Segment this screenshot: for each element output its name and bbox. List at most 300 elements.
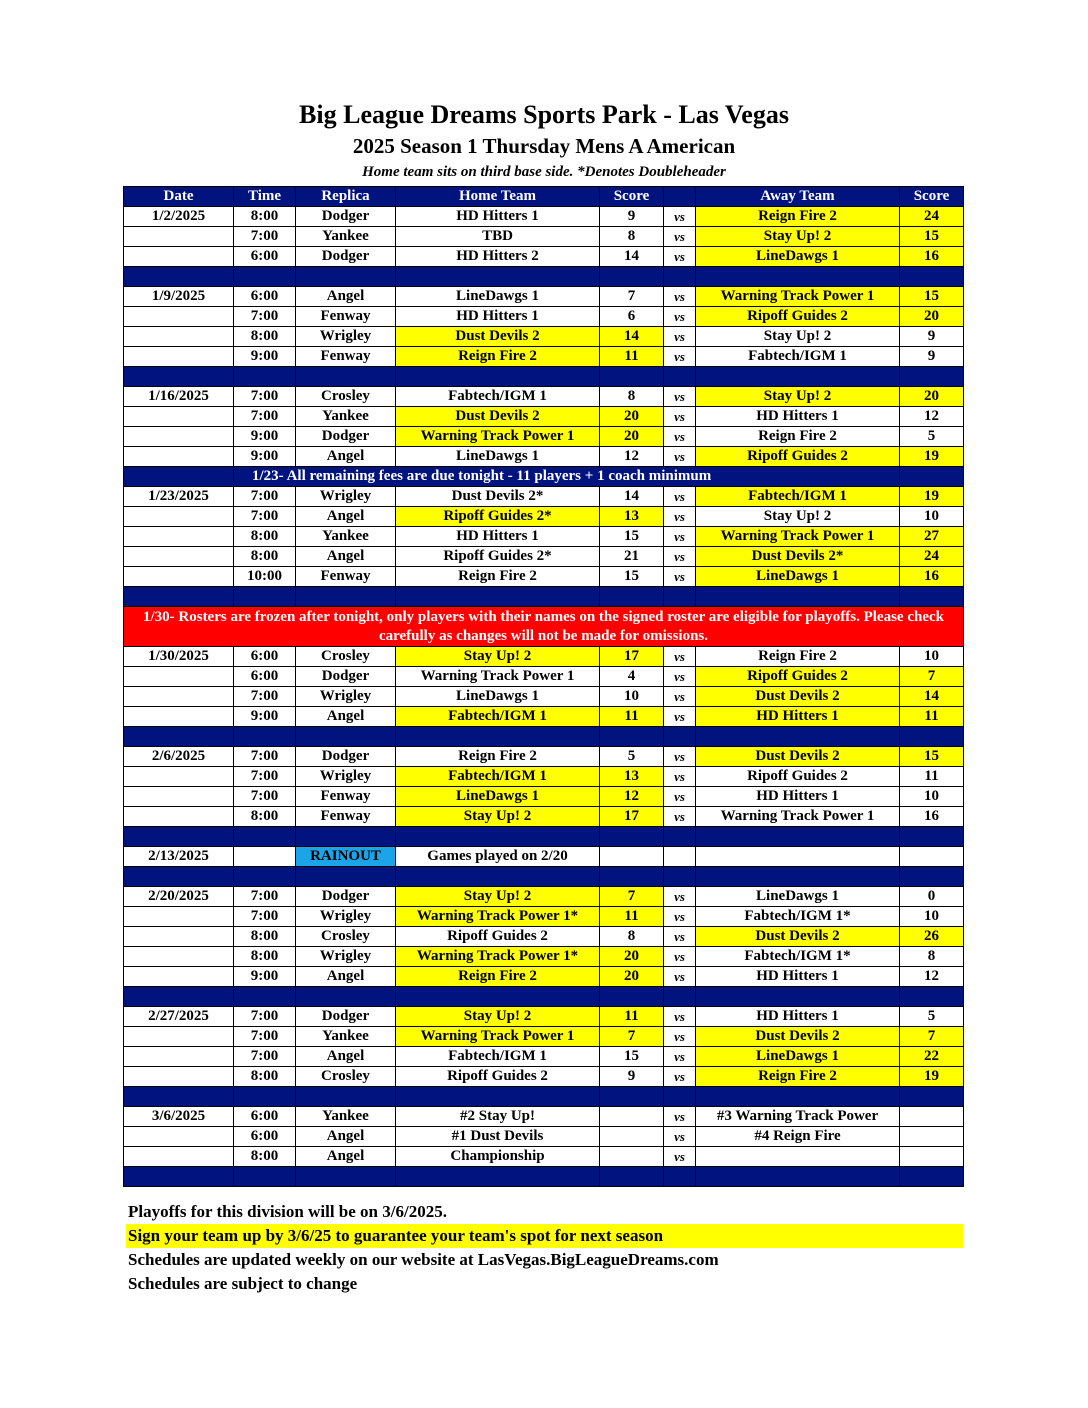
away-team: Fabtech/IGM 1* bbox=[696, 947, 900, 967]
col-header-replica: Replica bbox=[296, 187, 396, 207]
field-replica: Crosley bbox=[296, 1067, 396, 1087]
separator-cell bbox=[296, 1087, 396, 1107]
separator-row bbox=[124, 1087, 964, 1107]
field-replica: Angel bbox=[296, 1147, 396, 1167]
vs-label: vs bbox=[664, 487, 696, 507]
vs-label: vs bbox=[664, 207, 696, 227]
away-team: Reign Fire 2 bbox=[696, 427, 900, 447]
vs-label bbox=[664, 847, 696, 867]
vs-label: vs bbox=[664, 967, 696, 987]
separator-cell bbox=[124, 827, 234, 847]
home-team: HD Hitters 1 bbox=[396, 207, 600, 227]
home-team: LineDawgs 1 bbox=[396, 287, 600, 307]
home-team: HD Hitters 1 bbox=[396, 307, 600, 327]
separator-cell bbox=[296, 267, 396, 287]
away-score: 11 bbox=[900, 767, 964, 787]
separator-cell bbox=[124, 267, 234, 287]
away-team bbox=[696, 847, 900, 867]
home-score: 12 bbox=[600, 787, 664, 807]
field-replica: Fenway bbox=[296, 347, 396, 367]
vs-label: vs bbox=[664, 927, 696, 947]
home-score: 20 bbox=[600, 947, 664, 967]
table-row bbox=[124, 347, 964, 367]
col-header-time: Time bbox=[234, 187, 296, 207]
separator-cell bbox=[900, 727, 964, 747]
table-row bbox=[124, 767, 964, 787]
table-row bbox=[124, 387, 964, 407]
away-team: Stay Up! 2 bbox=[696, 507, 900, 527]
separator-cell bbox=[296, 827, 396, 847]
game-time: 7:00 bbox=[234, 507, 296, 527]
vs-label: vs bbox=[664, 947, 696, 967]
table-row bbox=[124, 707, 964, 727]
separator-cell bbox=[600, 1167, 664, 1187]
field-replica: Angel bbox=[296, 707, 396, 727]
away-team: HD Hitters 1 bbox=[696, 707, 900, 727]
footer-disclaimer: Schedules are subject to change bbox=[128, 1274, 358, 1293]
home-score: 9 bbox=[600, 207, 664, 227]
vs-label: vs bbox=[664, 447, 696, 467]
game-date: 3/6/2025 bbox=[124, 1107, 234, 1127]
vs-label: vs bbox=[664, 787, 696, 807]
home-score: 21 bbox=[600, 547, 664, 567]
game-date: 1/9/2025 bbox=[124, 287, 234, 307]
home-score: 8 bbox=[600, 927, 664, 947]
separator-cell bbox=[696, 827, 900, 847]
home-team: Stay Up! 2 bbox=[396, 887, 600, 907]
vs-label: vs bbox=[664, 807, 696, 827]
vs-label: vs bbox=[664, 407, 696, 427]
footer-playoffs: Playoffs for this division will be on 3/6/2025. bbox=[128, 1202, 447, 1221]
separator-cell bbox=[234, 1167, 296, 1187]
away-team bbox=[696, 1147, 900, 1167]
game-date bbox=[124, 667, 234, 687]
game-date bbox=[124, 407, 234, 427]
col-header-home-score: Score bbox=[600, 187, 664, 207]
table-row bbox=[124, 887, 964, 907]
game-time: 7:00 bbox=[234, 307, 296, 327]
game-date bbox=[124, 927, 234, 947]
vs-label: vs bbox=[664, 1067, 696, 1087]
vs-label: vs bbox=[664, 427, 696, 447]
away-team: LineDawgs 1 bbox=[696, 1047, 900, 1067]
table-row bbox=[124, 567, 964, 587]
away-score: 20 bbox=[900, 387, 964, 407]
away-score: 10 bbox=[900, 507, 964, 527]
field-replica: Yankee bbox=[296, 1107, 396, 1127]
game-date bbox=[124, 1047, 234, 1067]
table-row bbox=[124, 847, 964, 867]
away-team: #4 Reign Fire bbox=[696, 1127, 900, 1147]
game-date bbox=[124, 1027, 234, 1047]
away-score: 15 bbox=[900, 227, 964, 247]
field-replica: Fenway bbox=[296, 807, 396, 827]
home-team: Reign Fire 2 bbox=[396, 967, 600, 987]
home-team: Dust Devils 2* bbox=[396, 487, 600, 507]
separator-cell bbox=[900, 1087, 964, 1107]
home-score: 13 bbox=[600, 767, 664, 787]
home-team: Dust Devils 2 bbox=[396, 327, 600, 347]
separator-cell bbox=[234, 267, 296, 287]
away-score: 11 bbox=[900, 707, 964, 727]
game-date bbox=[124, 307, 234, 327]
home-score: 8 bbox=[600, 227, 664, 247]
separator-cell bbox=[696, 867, 900, 887]
separator-cell bbox=[396, 367, 600, 387]
col-header-away-score: Score bbox=[900, 187, 964, 207]
separator-cell bbox=[696, 1167, 900, 1187]
away-score bbox=[900, 847, 964, 867]
vs-label: vs bbox=[664, 887, 696, 907]
separator-cell bbox=[696, 1087, 900, 1107]
game-time bbox=[234, 847, 296, 867]
game-time: 8:00 bbox=[234, 947, 296, 967]
separator-cell bbox=[296, 367, 396, 387]
game-date bbox=[124, 527, 234, 547]
game-time: 7:00 bbox=[234, 747, 296, 767]
field-replica: Dodger bbox=[296, 427, 396, 447]
home-team: #1 Dust Devils bbox=[396, 1127, 600, 1147]
table-row bbox=[124, 807, 964, 827]
home-team: Stay Up! 2 bbox=[396, 1007, 600, 1027]
game-time: 6:00 bbox=[234, 247, 296, 267]
home-score: 4 bbox=[600, 667, 664, 687]
home-score: 10 bbox=[600, 687, 664, 707]
table-row bbox=[124, 447, 964, 467]
separator-row bbox=[124, 1167, 964, 1187]
separator-cell bbox=[124, 1167, 234, 1187]
vs-label: vs bbox=[664, 327, 696, 347]
away-score: 7 bbox=[900, 1027, 964, 1047]
home-team: LineDawgs 1 bbox=[396, 447, 600, 467]
separator-row bbox=[124, 367, 964, 387]
separator-cell bbox=[296, 1167, 396, 1187]
game-time: 7:00 bbox=[234, 907, 296, 927]
home-score bbox=[600, 1107, 664, 1127]
table-row bbox=[124, 547, 964, 567]
home-team: #2 Stay Up! bbox=[396, 1107, 600, 1127]
game-time: 8:00 bbox=[234, 927, 296, 947]
field-replica: Dodger bbox=[296, 247, 396, 267]
away-team: Stay Up! 2 bbox=[696, 387, 900, 407]
field-replica: Wrigley bbox=[296, 487, 396, 507]
field-replica: Crosley bbox=[296, 387, 396, 407]
home-team: Stay Up! 2 bbox=[396, 807, 600, 827]
table-row bbox=[124, 427, 964, 447]
home-score: 12 bbox=[600, 447, 664, 467]
vs-label: vs bbox=[664, 527, 696, 547]
table-row bbox=[124, 967, 964, 987]
home-team: Reign Fire 2 bbox=[396, 567, 600, 587]
away-score: 16 bbox=[900, 247, 964, 267]
separator-cell bbox=[664, 1087, 696, 1107]
table-row bbox=[124, 1047, 964, 1067]
away-score: 8 bbox=[900, 947, 964, 967]
separator-cell bbox=[664, 1167, 696, 1187]
away-team: Warning Track Power 1 bbox=[696, 287, 900, 307]
notice-spacer bbox=[900, 467, 964, 487]
separator-cell bbox=[664, 727, 696, 747]
away-score: 22 bbox=[900, 1047, 964, 1067]
away-score: 5 bbox=[900, 1007, 964, 1027]
home-score: 7 bbox=[600, 287, 664, 307]
vs-label: vs bbox=[664, 707, 696, 727]
separator-cell bbox=[600, 827, 664, 847]
game-time: 8:00 bbox=[234, 1067, 296, 1087]
vs-label: vs bbox=[664, 747, 696, 767]
field-replica: Yankee bbox=[296, 407, 396, 427]
separator-cell bbox=[664, 267, 696, 287]
game-date bbox=[124, 947, 234, 967]
away-score: 20 bbox=[900, 307, 964, 327]
away-score: 24 bbox=[900, 207, 964, 227]
vs-label: vs bbox=[664, 567, 696, 587]
away-team: Ripoff Guides 2 bbox=[696, 767, 900, 787]
table-row bbox=[124, 747, 964, 767]
separator-row bbox=[124, 267, 964, 287]
away-score: 19 bbox=[900, 1067, 964, 1087]
game-date bbox=[124, 567, 234, 587]
game-date bbox=[124, 787, 234, 807]
table-row bbox=[124, 787, 964, 807]
home-team: Reign Fire 2 bbox=[396, 747, 600, 767]
vs-label: vs bbox=[664, 687, 696, 707]
away-team: Reign Fire 2 bbox=[696, 1067, 900, 1087]
home-score: 20 bbox=[600, 427, 664, 447]
home-team: Fabtech/IGM 1 bbox=[396, 1047, 600, 1067]
game-date bbox=[124, 807, 234, 827]
game-time: 8:00 bbox=[234, 807, 296, 827]
separator-cell bbox=[296, 987, 396, 1007]
away-team: Fabtech/IGM 1* bbox=[696, 907, 900, 927]
away-score: 9 bbox=[900, 327, 964, 347]
field-replica: Yankee bbox=[296, 1027, 396, 1047]
col-header-date: Date bbox=[124, 187, 234, 207]
vs-label: vs bbox=[664, 227, 696, 247]
table-row bbox=[124, 687, 964, 707]
home-score: 9 bbox=[600, 1067, 664, 1087]
table-row bbox=[124, 907, 964, 927]
table-row bbox=[124, 667, 964, 687]
home-team: Dust Devils 2 bbox=[396, 407, 600, 427]
game-date bbox=[124, 687, 234, 707]
game-date bbox=[124, 1067, 234, 1087]
separator-row bbox=[124, 827, 964, 847]
home-score: 7 bbox=[600, 1027, 664, 1047]
home-team: Ripoff Guides 2* bbox=[396, 507, 600, 527]
home-team: Warning Track Power 1 bbox=[396, 427, 600, 447]
separator-cell bbox=[124, 1087, 234, 1107]
away-team: Stay Up! 2 bbox=[696, 327, 900, 347]
separator-cell bbox=[234, 827, 296, 847]
field-replica: Angel bbox=[296, 1127, 396, 1147]
game-date bbox=[124, 767, 234, 787]
separator-cell bbox=[600, 987, 664, 1007]
notice-row bbox=[124, 607, 964, 647]
away-team: Dust Devils 2 bbox=[696, 927, 900, 947]
game-time: 9:00 bbox=[234, 447, 296, 467]
home-team: Reign Fire 2 bbox=[396, 347, 600, 367]
field-replica: Fenway bbox=[296, 567, 396, 587]
game-date: 2/20/2025 bbox=[124, 887, 234, 907]
home-score: 14 bbox=[600, 487, 664, 507]
table-row bbox=[124, 1027, 964, 1047]
home-team: Warning Track Power 1* bbox=[396, 907, 600, 927]
away-team: HD Hitters 1 bbox=[696, 1007, 900, 1027]
game-date bbox=[124, 427, 234, 447]
game-time: 7:00 bbox=[234, 787, 296, 807]
home-team: Stay Up! 2 bbox=[396, 647, 600, 667]
page-title: Big League Dreams Sports Park - Las Vegas bbox=[299, 100, 789, 129]
notice-row bbox=[124, 467, 964, 487]
vs-label: vs bbox=[664, 1047, 696, 1067]
home-team: LineDawgs 1 bbox=[396, 787, 600, 807]
game-date: 1/30/2025 bbox=[124, 647, 234, 667]
separator-cell bbox=[664, 827, 696, 847]
page-subtitle: 2025 Season 1 Thursday Mens A American bbox=[352, 134, 736, 158]
home-team: Games played on 2/20 bbox=[396, 847, 600, 867]
col-header-home-team: Home Team bbox=[396, 187, 600, 207]
away-team: HD Hitters 1 bbox=[696, 787, 900, 807]
separator-cell bbox=[124, 367, 234, 387]
field-replica: Crosley bbox=[296, 647, 396, 667]
home-team: Fabtech/IGM 1 bbox=[396, 387, 600, 407]
away-team: Reign Fire 2 bbox=[696, 207, 900, 227]
separator-cell bbox=[696, 727, 900, 747]
field-replica: Wrigley bbox=[296, 767, 396, 787]
vs-label: vs bbox=[664, 1107, 696, 1127]
away-score: 12 bbox=[900, 407, 964, 427]
home-score bbox=[600, 1147, 664, 1167]
separator-cell bbox=[696, 267, 900, 287]
footer bbox=[126, 1200, 963, 1296]
separator-cell bbox=[396, 867, 600, 887]
home-score: 20 bbox=[600, 967, 664, 987]
game-time: 8:00 bbox=[234, 527, 296, 547]
separator-cell bbox=[664, 587, 696, 607]
separator-cell bbox=[664, 367, 696, 387]
away-team: LineDawgs 1 bbox=[696, 247, 900, 267]
away-score: 10 bbox=[900, 907, 964, 927]
game-time: 7:00 bbox=[234, 407, 296, 427]
table-header-row bbox=[124, 187, 964, 207]
table-row bbox=[124, 1107, 964, 1127]
vs-label: vs bbox=[664, 1147, 696, 1167]
game-time: 7:00 bbox=[234, 387, 296, 407]
away-score: 14 bbox=[900, 687, 964, 707]
separator-cell bbox=[234, 727, 296, 747]
field-replica: Angel bbox=[296, 1047, 396, 1067]
footer-website: Schedules are updated weekly on our website at LasVegas.BigLeagueDreams.com bbox=[128, 1250, 719, 1269]
home-team: HD Hitters 2 bbox=[396, 247, 600, 267]
game-date bbox=[124, 327, 234, 347]
field-replica: Dodger bbox=[296, 747, 396, 767]
field-replica: Fenway bbox=[296, 787, 396, 807]
away-team: LineDawgs 1 bbox=[696, 567, 900, 587]
separator-cell bbox=[396, 1087, 600, 1107]
home-team: HD Hitters 1 bbox=[396, 527, 600, 547]
game-date bbox=[124, 1127, 234, 1147]
game-time: 8:00 bbox=[234, 1147, 296, 1167]
separator-cell bbox=[600, 367, 664, 387]
game-time: 6:00 bbox=[234, 1127, 296, 1147]
table-row bbox=[124, 947, 964, 967]
separator-cell bbox=[296, 727, 396, 747]
separator-row bbox=[124, 727, 964, 747]
away-team: Fabtech/IGM 1 bbox=[696, 347, 900, 367]
separator-cell bbox=[396, 827, 600, 847]
vs-label: vs bbox=[664, 547, 696, 567]
separator-cell bbox=[900, 867, 964, 887]
home-team: TBD bbox=[396, 227, 600, 247]
game-date: 2/27/2025 bbox=[124, 1007, 234, 1027]
away-team: Dust Devils 2* bbox=[696, 547, 900, 567]
away-team: #3 Warning Track Power bbox=[696, 1107, 900, 1127]
vs-label: vs bbox=[664, 287, 696, 307]
away-team: Warning Track Power 1 bbox=[696, 527, 900, 547]
home-score: 20 bbox=[600, 407, 664, 427]
separator-cell bbox=[296, 587, 396, 607]
separator-cell bbox=[124, 987, 234, 1007]
field-replica: Yankee bbox=[296, 527, 396, 547]
separator-cell bbox=[696, 367, 900, 387]
table-row bbox=[124, 327, 964, 347]
field-replica: Dodger bbox=[296, 1007, 396, 1027]
game-date: 1/16/2025 bbox=[124, 387, 234, 407]
home-score: 17 bbox=[600, 647, 664, 667]
away-score: 16 bbox=[900, 807, 964, 827]
game-date bbox=[124, 347, 234, 367]
away-score: 19 bbox=[900, 487, 964, 507]
game-date bbox=[124, 707, 234, 727]
away-score: 15 bbox=[900, 747, 964, 767]
table-row bbox=[124, 287, 964, 307]
separator-cell bbox=[396, 727, 600, 747]
home-score: 14 bbox=[600, 247, 664, 267]
game-time: 7:00 bbox=[234, 1007, 296, 1027]
home-score: 17 bbox=[600, 807, 664, 827]
game-time: 9:00 bbox=[234, 347, 296, 367]
separator-cell bbox=[664, 867, 696, 887]
field-replica: Wrigley bbox=[296, 907, 396, 927]
home-team: Ripoff Guides 2 bbox=[396, 1067, 600, 1087]
home-score: 11 bbox=[600, 707, 664, 727]
field-replica: Dodger bbox=[296, 667, 396, 687]
separator-cell bbox=[900, 367, 964, 387]
game-date: 1/2/2025 bbox=[124, 207, 234, 227]
table-row bbox=[124, 647, 964, 667]
separator-cell bbox=[600, 867, 664, 887]
home-score: 7 bbox=[600, 887, 664, 907]
field-replica: Wrigley bbox=[296, 327, 396, 347]
away-team: Warning Track Power 1 bbox=[696, 807, 900, 827]
separator-cell bbox=[600, 1087, 664, 1107]
table-row bbox=[124, 507, 964, 527]
separator-cell bbox=[900, 1167, 964, 1187]
separator-cell bbox=[396, 1167, 600, 1187]
home-score: 15 bbox=[600, 1047, 664, 1067]
game-time: 6:00 bbox=[234, 1107, 296, 1127]
away-score: 7 bbox=[900, 667, 964, 687]
separator-cell bbox=[396, 267, 600, 287]
field-replica: Angel bbox=[296, 547, 396, 567]
game-time: 6:00 bbox=[234, 667, 296, 687]
schedule-table bbox=[123, 186, 964, 1187]
separator-cell bbox=[600, 587, 664, 607]
separator-cell bbox=[664, 987, 696, 1007]
table-row bbox=[124, 1007, 964, 1027]
home-score: 13 bbox=[600, 507, 664, 527]
